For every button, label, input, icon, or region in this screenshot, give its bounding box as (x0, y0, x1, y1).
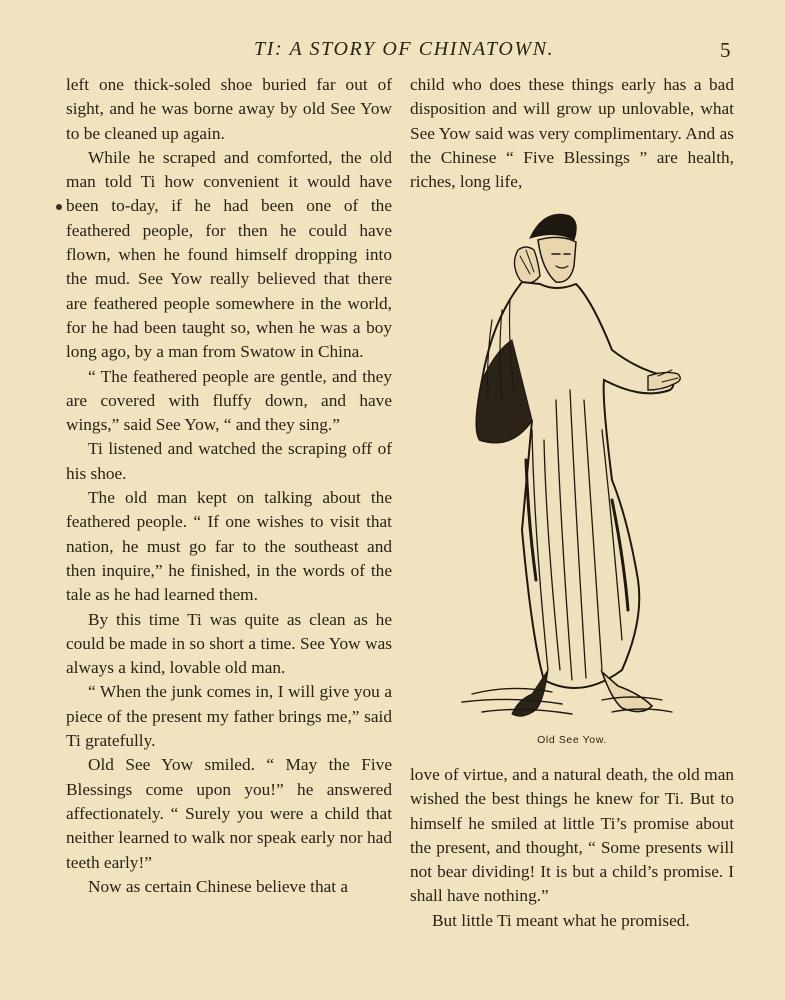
figure-caption: Old See Yow. (537, 734, 607, 746)
illustration-old-man (452, 200, 692, 730)
paragraph: left one thick-soled shoe buried far out of sight, and he was borne away by old See Yow to be cleaned up again. (66, 75, 392, 143)
old-man-drawing (452, 200, 692, 730)
left-column (66, 73, 392, 899)
paragraph: “ When the junk comes in, I will give you a piece of the present my father brings me,” said Ti gratefully. (66, 682, 392, 751)
paragraph: Ti listened and watched the scraping off of his shoe. (66, 439, 392, 483)
running-title: TI: A STORY OF CHINATOWN. (254, 38, 555, 60)
paragraph: “ The feathered people are gentle, and they are covered with fluffy down, and have wings,” said See Yow, “ and they sing.” (66, 366, 392, 435)
paragraph: By this time Ti was quite as clean as he could be made in so short a time. See Yow was always a kind, lovable old man. (66, 609, 392, 678)
paragraph: While he scraped and comforted, the old man told Ti how convenient it would have been to-day, if he had been one of the feathered people, for then he could have flown, when he found himself dropping into the mud. See Yow really believed that there are feathered people somewhere in the world, for he had been taught so, when he was a boy long ago, by a man from Swatow in China. (66, 147, 392, 362)
paragraph: child who does these things early has a bad disposition and will grow up unlovable, what See Yow said was very complimentary. And as the Chinese “ Five Blessings ” are health, riches, long life, (410, 75, 734, 192)
paragraph: Old See Yow smiled. “ May the Five Blessings come upon you!” he answered affectionately. “ Surely you were a child that neither learned to walk nor speak early nor had teeth early!” (66, 755, 392, 872)
page-number: 5 (720, 38, 731, 62)
page-header (0, 38, 785, 68)
right-column-bottom (410, 763, 734, 933)
paragraph: love of virtue, and a natural death, the old man wished the best things he knew for Ti. But to himself he smiled at little Ti’s promise about the present, and thought, “ Some presents will not bear dividing! It is but a child’s promise. I shall have nothing.” (410, 765, 734, 906)
paragraph: Now as certain Chinese believe that a (88, 876, 349, 896)
paragraph: The old man kept on talking about the feathered people. “ If one wishes to visit that nation, he must go far to the southeast and then inquire,” he finished, in the words of the tale as he had learned them. (66, 488, 392, 605)
paragraph: But little Ti meant what he promised. (432, 910, 690, 930)
right-column-top (410, 73, 734, 194)
margin-mark (56, 204, 62, 210)
